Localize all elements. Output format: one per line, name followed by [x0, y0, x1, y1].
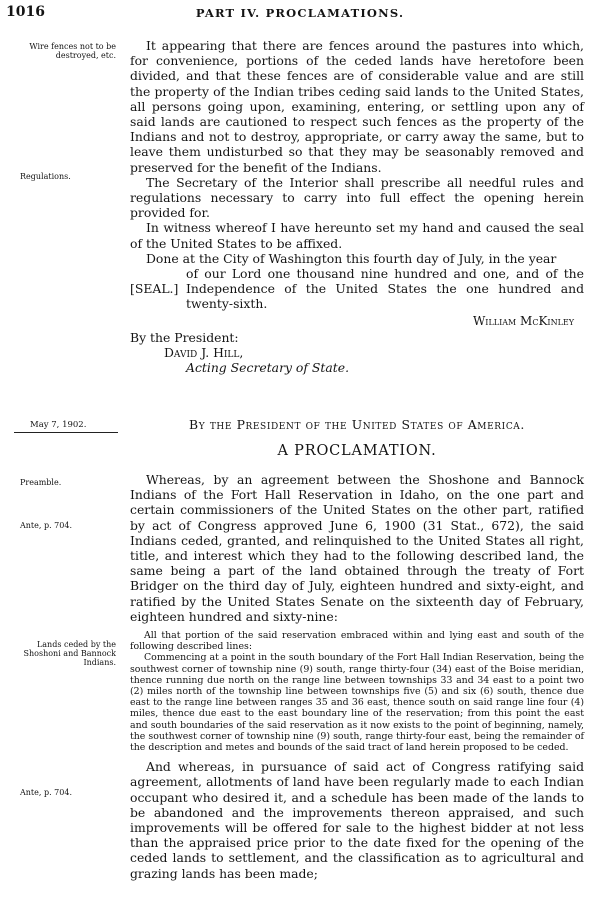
- margin-note-lands-ceded: Lands ceded by the Shoshoni and Bannock Indians.: [23, 640, 116, 667]
- done-at-continuation: of our Lord one thousand nine hundred and one, and of the Independence of the United States the one hundred and twenty-sixth.: [186, 266, 584, 312]
- regulations-paragraph: The Secretary of the Interior shall prescribe all needful rules and regulations necessary to carry into full effect the opening herein provided for.: [130, 174, 584, 221]
- proclamation-title: A PROCLAMATION.: [277, 443, 437, 459]
- date-rule: [14, 432, 118, 433]
- section1-body: [130, 38, 584, 375]
- secretary-title: Acting Secretary of State.: [186, 359, 350, 375]
- whereas-paragraph-1: Whereas, by an agreement between the Shoshone and Bannock Indians of the Fort Hall Reservation in Idaho, on the one part and certain commissioners of the United States on the other part, ratified by act of Congress approved June 6, 1900 (31 Stat., 672), the said Indians ceded, granted, and relinquished to the United States all right, title, and interest which they had to the following described land, the same being a part of the land obtained through the treaty of Fort Bridger on the third day of July, eighteen hundred and sixty-eight, and ratified by the United States Senate on the sixteenth day of February, eighteen hundred and sixty-nine:: [130, 472, 584, 624]
- margin-note-regulations: Regulations.: [20, 172, 71, 181]
- witness-paragraph: In witness whereof I have hereunto set my hand and caused the seal of the United States to be affixed.: [130, 220, 584, 251]
- done-at-block: [130, 266, 584, 312]
- running-header: [0, 4, 600, 24]
- whereas-paragraph-2: And whereas, in pursuance of said act of Congress ratifying said agreement, allotments of land have been regularly made to each Indian occupant who desired it, and a schedule has been made of the lands to be abandoned and the improvements thereon appraised, and such improvements will be offered for sale to the highest bidder at not less than the appraised price prior to the date fixed for the opening of the ceded lands to settlement, and the classification as to agricultural and grazing lands has been made;: [130, 759, 584, 881]
- margin-note-date: May 7, 1902.: [30, 420, 87, 430]
- secretary-name: David J. Hill,: [164, 344, 244, 360]
- running-title: PART IV. PROCLAMATIONS.: [195, 6, 405, 20]
- lands-intro: All that portion of the said reservation embraced within and lying east and south of the following described lines:: [130, 630, 584, 653]
- wire-fences-paragraph: It appearing that there are fences around the pastures into which, for convenience, portions of the ceded lands have heretofore been divided, and that these fences are of considerable value and are still the property of the Indian tribes ceding said lands to the United States, all persons going upon, examining, entering, or settling upon any of said lands are cautioned to respect such fences as the property of the Indians and not to destroy, appropriate, or carry away the same, but to leave them undisturbed so that they may be seasonably removed and preserved for the benefit of the Indians.: [130, 38, 584, 175]
- margin-note-ante-1: Ante, p. 704.: [20, 521, 72, 530]
- margin-note-ante-2: Ante, p. 704.: [20, 788, 72, 797]
- margin-note-preamble: Preamble.: [20, 478, 62, 487]
- lands-description: Commencing at a point in the south boundary of the Fort Hall Indian Reservation, being the southwest corner of township nine (9) south, range thirty-four (34) east of the Boise meridian, thence running due north on the range line between townships 33 and 34 east to a point two (2) miles north of the township line between townships five (5) and six (6) south, thence due east to the range line between ranges 35 and 36 east, thence south on said range line four (4) miles, thence due east to the east boundary line of the reservation; from this point the east and south boundaries of the said reservation as it now exists to the point of beginning, namely, the southwest corner of township nine (9) south, range thirty-four east, being the remainder of the description and metes and bounds of the said tract of land herein proposed to be ceded.: [130, 652, 584, 754]
- proclamation-heading: By the President of the United States of America.: [189, 417, 525, 432]
- done-at-paragraph: Done at the City of Washington this fourth day of July, in the year: [146, 250, 557, 266]
- seal-mark: [SEAL.]: [130, 281, 179, 297]
- page-number: 1016: [6, 4, 45, 20]
- section2-body: [130, 472, 584, 881]
- margin-note-wire-fences: Wire fences not to be destroyed, etc.: [29, 42, 116, 60]
- signature-mckinley: William McKinley: [472, 313, 574, 328]
- by-the-president: By the President:: [130, 329, 239, 345]
